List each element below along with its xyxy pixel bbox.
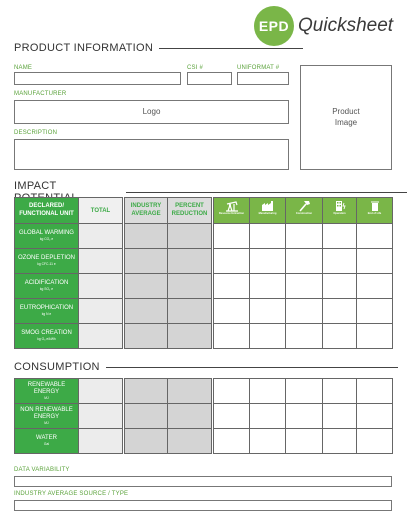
name-label: NAME [14, 65, 33, 71]
impact-potential-title: IMPACT [14, 180, 57, 192]
consumption-table [14, 378, 393, 454]
heading-rule [106, 367, 398, 368]
data-variability-field[interactable] [14, 476, 392, 487]
stage-cell[interactable] [214, 324, 250, 349]
data-variability-label: DATA VARIABILITY [14, 467, 70, 473]
stage-cell[interactable] [250, 404, 286, 429]
stage-cell[interactable] [250, 429, 286, 454]
stage-cell[interactable] [357, 429, 393, 454]
stage-cell[interactable] [286, 404, 323, 429]
logo-placeholder: Logo [142, 106, 161, 116]
row-label-water: WATER Gal [15, 429, 79, 454]
total-cell[interactable] [79, 249, 123, 274]
industry-average-source-field[interactable] [14, 500, 392, 511]
oil-pump-icon [225, 200, 239, 212]
hammer-icon [297, 200, 311, 212]
industry-average-cell[interactable] [125, 299, 168, 324]
stage-end-of-life: End of Life [357, 198, 393, 224]
table-row [15, 274, 393, 299]
product-image-box[interactable] [300, 65, 392, 170]
table-row [15, 429, 393, 454]
stage-cell[interactable] [323, 274, 357, 299]
industry-average-cell[interactable] [125, 249, 168, 274]
stage-cell[interactable] [286, 224, 323, 249]
percent-reduction-cell[interactable] [168, 299, 212, 324]
declared-unit-header: DECLARED/ FUNCTIONAL UNIT [15, 198, 79, 224]
stage-cell[interactable] [286, 274, 323, 299]
stage-cell[interactable] [214, 379, 250, 404]
stage-cell[interactable] [357, 379, 393, 404]
csi-label: CSI # [187, 65, 204, 71]
description-label: DESCRIPTION [14, 130, 58, 136]
stage-cell[interactable] [323, 324, 357, 349]
total-cell[interactable] [79, 379, 123, 404]
heading-rule [126, 192, 407, 193]
stage-cell[interactable] [286, 379, 323, 404]
row-label-global-warming: GLOBAL WARMING kg CO₂ e [15, 224, 79, 249]
stage-cell[interactable] [214, 429, 250, 454]
heading-rule [159, 48, 303, 49]
stage-cell[interactable] [323, 249, 357, 274]
industry-average-cell[interactable] [125, 404, 168, 429]
stage-cell[interactable] [214, 249, 250, 274]
manufacturer-label: MANUFACTURER [14, 91, 67, 97]
stage-cell[interactable] [214, 224, 250, 249]
industry-average-cell[interactable] [125, 224, 168, 249]
description-field[interactable] [14, 139, 289, 170]
total-cell[interactable] [79, 429, 123, 454]
stage-construction: Construction [286, 198, 323, 224]
stage-cell[interactable] [323, 299, 357, 324]
row-label-acidification: ACIDIFICATION kg SO₂ e [15, 274, 79, 299]
total-header: TOTAL [79, 198, 123, 224]
stage-cell[interactable] [286, 299, 323, 324]
product-information-title: PRODUCT INFORMATION [14, 42, 154, 54]
table-row [15, 324, 393, 349]
stage-operation: Operation [323, 198, 357, 224]
stage-cell[interactable] [286, 324, 323, 349]
percent-reduction-cell[interactable] [168, 429, 212, 454]
uniformat-field[interactable] [237, 72, 289, 85]
stage-cell[interactable] [214, 274, 250, 299]
percent-reduction-header: PERCENT REDUCTION [168, 198, 212, 224]
table-row [15, 404, 393, 429]
percent-reduction-cell[interactable] [168, 274, 212, 299]
stage-cell[interactable] [250, 274, 286, 299]
table-row [15, 299, 393, 324]
industry-average-cell[interactable] [125, 379, 168, 404]
industry-average-source-label: INDUSTRY AVERAGE SOURCE / TYPE [14, 491, 129, 497]
stage-resource-extraction: Resource Extraction [214, 198, 250, 224]
industry-average-cell[interactable] [125, 429, 168, 454]
row-label-eutrophication: EUTROPHICATION kg N e [15, 299, 79, 324]
uniformat-label: UNIFORMAT # [237, 65, 280, 71]
stage-cell[interactable] [323, 404, 357, 429]
consumption-title: CONSUMPTION [14, 361, 100, 373]
percent-reduction-cell[interactable] [168, 379, 212, 404]
stage-cell[interactable] [250, 249, 286, 274]
impact-table [14, 197, 393, 349]
name-field[interactable] [14, 72, 181, 85]
percent-reduction-cell[interactable] [168, 404, 212, 429]
stage-cell[interactable] [357, 299, 393, 324]
stage-cell[interactable] [357, 249, 393, 274]
percent-reduction-cell[interactable] [168, 249, 212, 274]
building-icon [333, 200, 347, 212]
row-label-smog-creation: SMOG CREATION kg O₃ e/kWh [15, 324, 79, 349]
stage-cell[interactable] [250, 299, 286, 324]
total-cell[interactable] [79, 404, 123, 429]
industry-average-cell[interactable] [125, 274, 168, 299]
percent-reduction-cell[interactable] [168, 224, 212, 249]
product-information-heading [14, 42, 303, 54]
stage-manufacturing: Manufacturing [250, 198, 286, 224]
industry-average-header: INDUSTRY AVERAGE [125, 198, 168, 224]
stage-cell[interactable] [323, 224, 357, 249]
table-row [15, 249, 393, 274]
consumption-heading [14, 361, 398, 373]
industry-average-cell[interactable] [125, 324, 168, 349]
stage-cell[interactable] [250, 324, 286, 349]
stage-cell[interactable] [214, 299, 250, 324]
percent-reduction-cell[interactable] [168, 324, 212, 349]
row-label-non-renewable-energy: NON RENEWABLE ENERGY MJ [15, 404, 79, 429]
stage-cell[interactable] [214, 404, 250, 429]
epd-badge: EPD [254, 6, 294, 46]
impact-header-row [15, 198, 393, 224]
trash-icon [368, 200, 382, 212]
total-cell[interactable] [79, 274, 123, 299]
total-cell[interactable] [79, 299, 123, 324]
stage-cell[interactable] [357, 324, 393, 349]
stage-cell[interactable] [357, 404, 393, 429]
stage-cell[interactable] [250, 379, 286, 404]
stage-cell[interactable] [286, 429, 323, 454]
factory-icon [261, 200, 275, 212]
manufacturer-logo-box[interactable] [14, 100, 289, 124]
row-label-ozone-depletion: OZONE DEPLETION kg CFC-11 e [15, 249, 79, 274]
quicksheet-title: Quicksheet [298, 15, 394, 36]
stage-cell[interactable] [357, 274, 393, 299]
total-cell[interactable] [79, 224, 123, 249]
stage-cell[interactable] [357, 224, 393, 249]
total-cell[interactable] [79, 324, 123, 349]
epd-quicksheet-logo [254, 6, 393, 46]
table-row [15, 224, 393, 249]
stage-cell[interactable] [286, 249, 323, 274]
stage-cell[interactable] [323, 429, 357, 454]
csi-field[interactable] [187, 72, 232, 85]
row-label-renewable-energy: RENEWABLE ENERGY MJ [15, 379, 79, 404]
table-row [15, 379, 393, 404]
product-image-placeholder: Product Image [332, 106, 360, 127]
stage-cell[interactable] [250, 224, 286, 249]
stage-cell[interactable] [323, 379, 357, 404]
